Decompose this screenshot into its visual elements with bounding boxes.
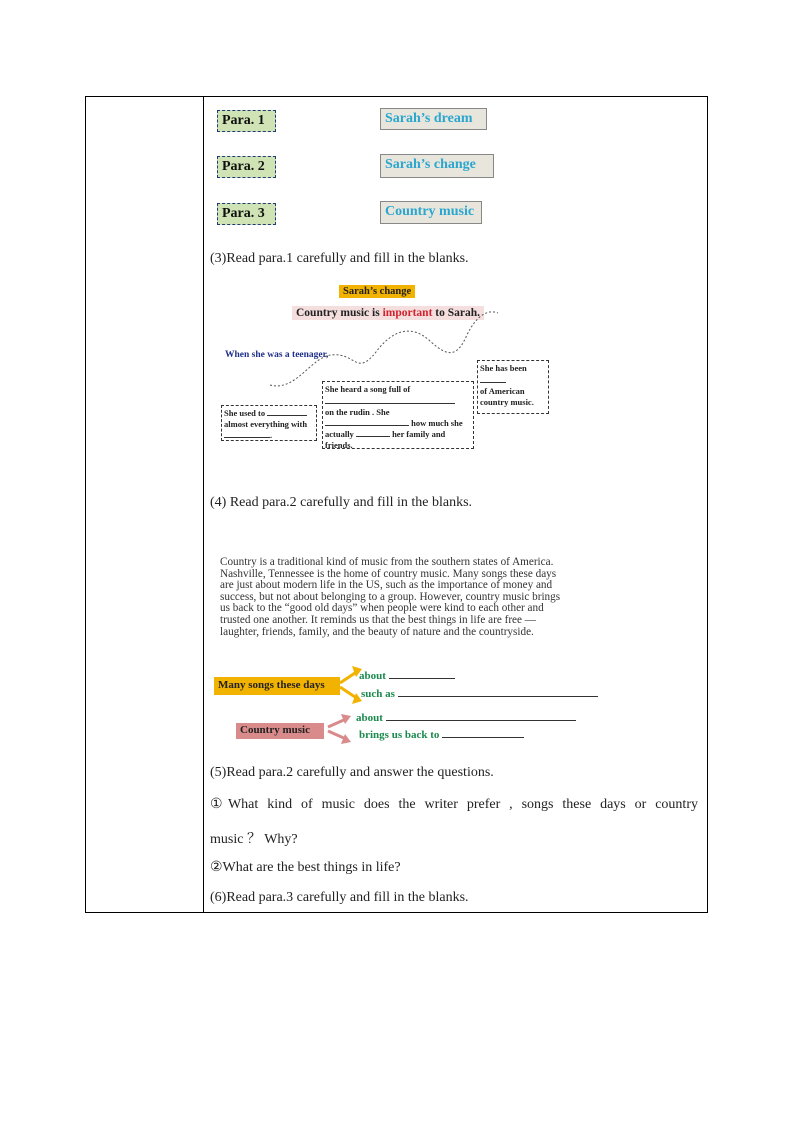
- sarahs-change-tag: Sarah’s change: [339, 285, 415, 298]
- sentence-important: important: [382, 307, 433, 319]
- title-sarahs-dream: Sarah’s dream: [380, 108, 487, 130]
- blank[interactable]: [386, 720, 576, 721]
- instruction-5: (5)Read para.2 carefully and answer the questions.: [210, 765, 494, 780]
- question-1-line-1: ①What kind of music does the writer prefer , songs these days or country: [210, 797, 698, 812]
- many-songs-tag: Many songs these days: [214, 677, 340, 695]
- passage-paragraph: [220, 557, 600, 638]
- blank-box-3: [477, 360, 549, 414]
- such-as-label: such as: [361, 688, 395, 700]
- pink-arrows: [326, 711, 356, 747]
- para-1-label: Para. 1: [217, 110, 276, 132]
- passage-line: us back to the “good old days” when people were kind to each other and: [220, 602, 544, 615]
- blank[interactable]: [442, 737, 524, 738]
- blank[interactable]: [224, 437, 270, 438]
- about-label: about: [356, 712, 383, 724]
- passage-line: Nashville, Tennessee is the home of country music. Many songs these days: [220, 567, 557, 580]
- blank[interactable]: [267, 415, 307, 416]
- passage-line: are just about modern life in the US, such as the importance of money and: [220, 579, 553, 592]
- blank[interactable]: [480, 374, 506, 383]
- title-country-music: Country music: [380, 201, 482, 224]
- box1-text-c: .: [270, 430, 273, 440]
- box2-text-f: friends.: [325, 440, 353, 450]
- passage-line: trusted one another. It reminds us that the best things in life are free —: [220, 613, 536, 626]
- blank-box-2: [322, 381, 474, 449]
- instruction-3: (3)Read para.1 carefully and fill in the blanks.: [210, 251, 469, 266]
- para-3-label: Para. 3: [217, 203, 276, 225]
- title-sarahs-change: Sarah’s change: [380, 154, 494, 178]
- sentence-part-a: Country music is: [296, 307, 383, 319]
- question-1-line-2: music ？ Why?: [210, 832, 298, 847]
- about-line-2: [356, 712, 576, 724]
- question-2: ②What are the best things in life?: [210, 860, 401, 875]
- layout-table: [85, 96, 708, 913]
- blank[interactable]: [356, 436, 390, 437]
- box3-text-b: of American: [480, 386, 525, 396]
- sentence-part-c: to Sarah.: [432, 307, 481, 319]
- box2-text-e: her family and: [392, 429, 446, 439]
- box2-text-b: on the rudin . She: [325, 407, 390, 417]
- passage-line: Country is a traditional kind of music from the southern states of America.: [220, 556, 554, 568]
- teenager-label: When she was a teenager,: [225, 350, 329, 360]
- main-cell: [86, 97, 707, 912]
- box3-text-c: country music.: [480, 397, 534, 407]
- box1-text-b: almost everything with: [224, 419, 308, 429]
- box3-text-a: She has been: [480, 363, 527, 373]
- country-music-tag: Country music: [236, 723, 324, 739]
- brings-back-line: [359, 729, 524, 741]
- such-as-line: [361, 688, 598, 700]
- brings-label: brings us back to: [359, 729, 440, 741]
- blank[interactable]: [398, 696, 598, 697]
- about-line-1: [359, 670, 455, 682]
- about-label: about: [359, 670, 386, 682]
- blank[interactable]: [325, 395, 455, 404]
- instruction-4: (4) Read para.2 carefully and fill in the blanks.: [210, 495, 473, 510]
- timeline-curve: [266, 297, 506, 392]
- blank[interactable]: [325, 425, 409, 426]
- passage-line: laughter, friends, family, and the beauty of nature and the countryside.: [220, 625, 534, 638]
- box2-text-a: She heard a song full of: [325, 384, 411, 394]
- box2-text-d: actually: [325, 429, 354, 439]
- para-2-label: Para. 2: [217, 156, 276, 178]
- box2-text-c: how much she: [411, 418, 463, 428]
- blank-box-1: [221, 405, 317, 441]
- instruction-6: (6)Read para.3 carefully and fill in the blanks.: [210, 890, 469, 905]
- blank[interactable]: [389, 678, 455, 679]
- passage-line: success, but not about belonging to a group. However, country music brings: [220, 590, 561, 603]
- box1-text-a: She used to: [224, 408, 266, 418]
